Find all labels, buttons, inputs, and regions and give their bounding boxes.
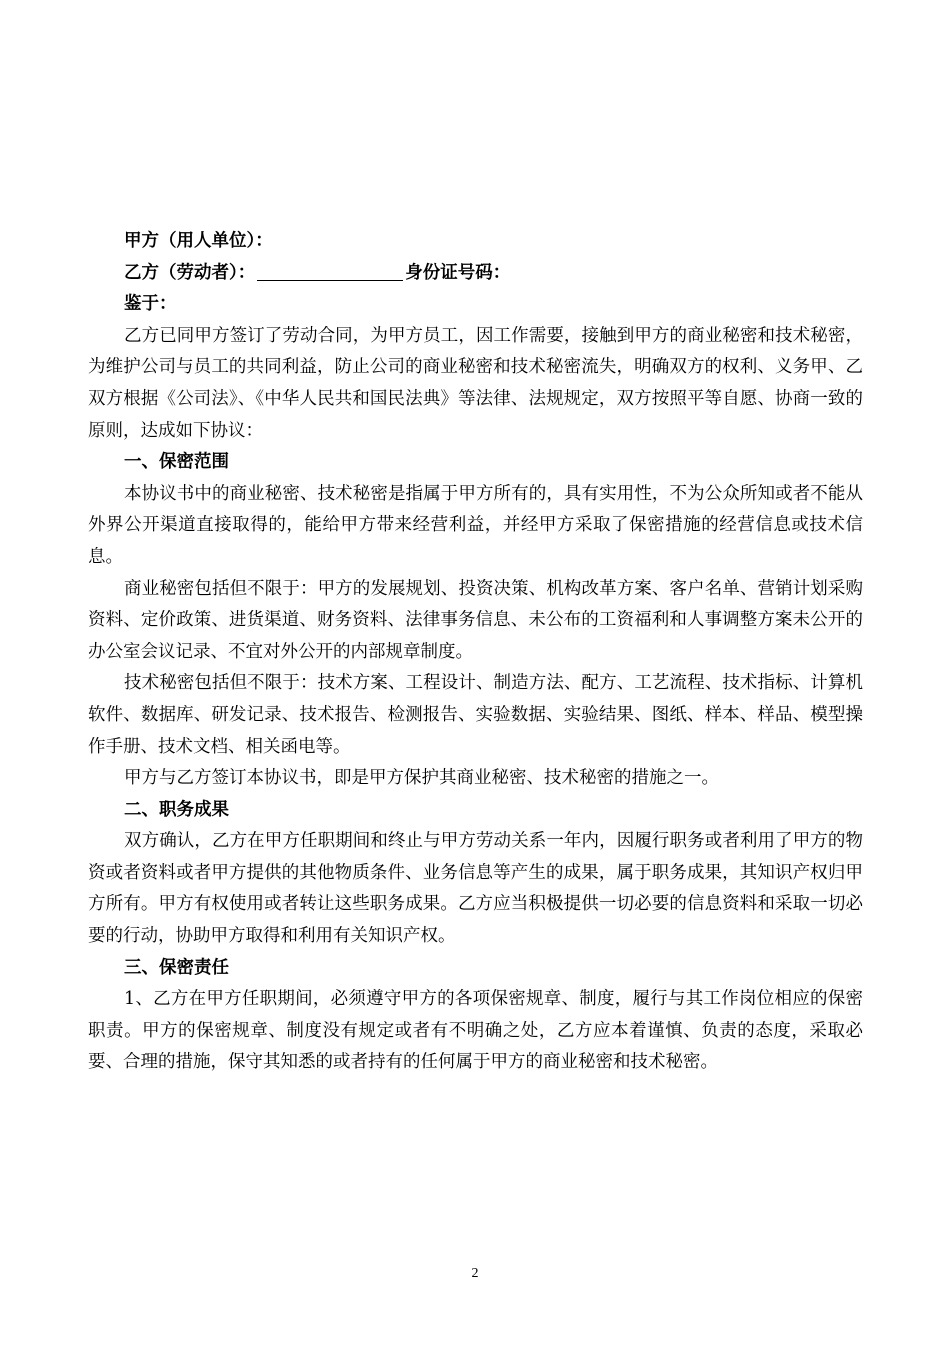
section-1-paragraph-1: 本协议书中的商业秘密、技术秘密是指属于甲方所有的，具有实用性，不为公众所知或者不能从外界公开渠道直接取得的，能给甲方带来经营利益，并经甲方采取了保密措施的经营信息或技术信息。 bbox=[88, 483, 863, 567]
section-1-paragraph-3: 技术秘密包括但不限于：技术方案、工程设计、制造方法、配方、工艺流程、技术指标、计算机软件、数据库、研发记录、技术报告、检测报告、实验数据、实验结果、图纸、样本、样品、模型操作手册、技术文档、相关函电等。 bbox=[88, 673, 863, 757]
party-b-name-blank bbox=[257, 262, 403, 281]
section-2-title: 二、职务成果 bbox=[124, 799, 229, 820]
section-3-paragraph-1: 1、乙方在甲方任职期间，必须遵守甲方的各项保密规章、制度，履行与其工作岗位相应的保密职责。甲方的保密规章、制度没有规定或者有不明确之处，乙方应本着谨慎、负责的态度，采取必要、合理的措施，保守其知悉的或者持有的任何属于甲方的商业秘密和技术秘密。 bbox=[88, 989, 863, 1073]
section-1-paragraph-2: 商业秘密包括但不限于：甲方的发展规划、投资决策、机构改革方案、客户名单、营销计划采购资料、定价政策、进货渠道、财务资料、法律事务信息、未公布的工资福利和人事调整方案未公开的办公室会议记录、不宜对外公开的内部规章制度。 bbox=[88, 578, 863, 662]
section-3-title: 三、保密责任 bbox=[124, 957, 229, 978]
whereas-heading: 鉴于： bbox=[124, 294, 177, 315]
page-number: 2 bbox=[471, 1266, 479, 1281]
id-number-label: 身份证号码： bbox=[405, 262, 511, 283]
section-1-title: 一、保密范围 bbox=[124, 452, 229, 473]
party-b-line bbox=[88, 258, 863, 290]
intro-paragraph: 乙方已同甲方签订了劳动合同，为甲方员工，因工作需要，接触到甲方的商业秘密和技术秘密，为维护公司与员工的共同利益，防止公司的商业秘密和技术秘密流失，明确双方的权利、义务甲、乙双方根据《公司法》、《中华人民共和国民法典》等法律、法规规定，双方按照平等自愿、协商一致的原则，达成如下协议： bbox=[88, 325, 863, 441]
party-b-label: 乙方（劳动者）： bbox=[124, 262, 256, 283]
party-a-line: 甲方（用人单位）： bbox=[124, 231, 273, 251]
document-body bbox=[88, 226, 863, 1079]
section-2-paragraph-1: 双方确认，乙方在甲方任职期间和终止与甲方劳动关系一年内，因履行职务或者利用了甲方的物资或者资料或者甲方提供的其他物质条件、业务信息等产生的成果，属于职务成果，其知识产权归甲方所有。甲方有权使用或者转让这些职务成果。乙方应当积极提供一切必要的信息资料和采取一切必要的行动，协助甲方取得和利用有关知识产权。 bbox=[88, 831, 863, 947]
section-1-paragraph-4: 甲方与乙方签订本协议书，即是甲方保护其商业秘密、技术秘密的措施之一。 bbox=[124, 768, 719, 789]
